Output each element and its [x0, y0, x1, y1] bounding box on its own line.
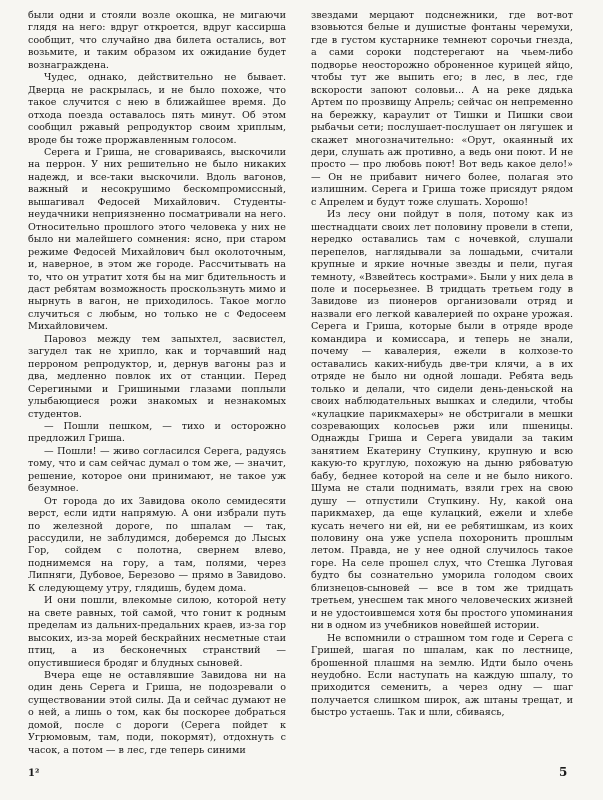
paragraph: — Пошли! — живо согласился Серега, радуясь тому, что и сам сейчас думал о том же, — значит, решение, которое они принимают, не такое уж безумное. — [28, 445, 286, 495]
page-number: 5 — [559, 765, 568, 779]
paragraph: звездами мерцают подснежники, где вот-вот взовьются белые и душистые фонтаны черемухи, где в густом кустарнике темнеют сорочьи гнезда, а сами сороки подстерегают на чьем-либо подворье неосторожно оброненное курицей яйцо, чтобы тут же выпить его; в лес, в лес, где вскорости запоют соловьи... А на реке дядька Артем по прозвищу Апрель; сейчас он непременно на бережку, караулит от Тишки и Пишки свои рыбачьи сети; послушает-послушает он лягушек и скажет многозначительно: «Орут, окаянный их дери, слушать аж противно, а ведь они поют. И не просто — про любовь поют! Вот ведь какое дело!» — Он не прибавит ничего более, полагая это излишним. Серега и Гриша тоже присядут рядом с Апрелем и будут тоже слушать. Хорошо! — [311, 10, 573, 208]
paragraph: Чудес, однако, действительно не бывает. Дверца не раскрылась, и не было похоже, что такое случится с нею в ближайшее время. До отхода поезда оставалось пять минут. Об этом сообщил ржавый репродуктор своим хриплым, вроде бы тоже проржавленным голосом. — [28, 72, 286, 146]
paragraph: От города до их Завидова около семидесяти верст, если идти напрямую. А они избрали путь по железной дороге, по шпалам — так, рассудили, не заблудимся, доберемся до Лысых Гор, сойдем с полотна, свернем влево, поднимемся на гору, а там, полями, через Липняги, Дубовое, Березово — прямо в Завидово. К следующему утру, глядишь, будем дома. — [28, 495, 286, 594]
paragraph: Вчера еще не оставлявшие Завидова ни на один день Серега и Гриша, не подозревали о существовании этой силы. Да и сейчас думают не о ней, а лишь о том, как бы поскорее добраться домой, после с дороги (Серега пойдет к Угрюмовым, там, поди, покормят), отдохнуть с часок, а потом — в лес, где теперь синими — [28, 670, 286, 756]
right-column — [311, 10, 573, 720]
paragraph: И они пошли, влекомые силою, которой нету на свете равных, той самой, что гонит к родным пределам из дальних-предальних краев, из-за гор высоких, из-за морей бескрайних несметные стаи птиц, а из бесконечных странствий — опустившиеся бродяг и блудных сыновей. — [28, 595, 286, 669]
paragraph: Паровоз между тем запыхтел, засвистел, загудел так не хрипло, как и торчавший над перроном репродуктор, и, дернув вагоны раз и два, медленно повлок их от станции. Перед Серегиными и Гришиными глазами поплыли улыбающиеся рожи знакомых и незнакомых студентов. — [28, 333, 286, 420]
paragraph: Серега и Гриша, не сговариваясь, выскочили на перрон. У них решительно не было никаких надежд, и все-таки выскочили. Вдоль вагонов, важный и несокрушимо бескомпромиссный, вышагивал Федосей Михайлович. Студенты-неудачники неприязненно посматривали на него. Относительно прошлого этого человека у них не было ни малейшего сомнения: ясно, при старом режиме Федосей Михайлович был околоточным, и, наверное, в этом же городе. Рассчитывать на то, что он утратит хотя бы на миг бдительность и даст ребятам возможность проскользнуть мимо и нырнуть в вагон, не приходилось. Такое могло случиться с любым, но только не с Федосеем Михайловичем. — [28, 146, 286, 333]
footer-mark: 1² — [28, 768, 40, 779]
left-column — [28, 10, 286, 757]
paragraph: — Пошли пешком, — тихо и осторожно предложил Гриша. — [28, 420, 286, 445]
paragraph: были одни и стояли возле окошка, не мигаючи глядя на него: вдруг откроется, вдруг кассирша сообщит, что случайно два билета остались, вот возьмите, и таким образом их ожидание будет вознаграждена. — [28, 10, 286, 71]
paragraph: Из лесу они пойдут в поля, потому как из шестнадцати своих лет половину провели в степи, нередко оставались там с ночевкой, слушали перепелов, наглядывали за лошадьми, считали крупные и яркие ночные звезды и пели, пугая темноту, «Взвейтесь кострами». Были у них дела в поле и посерьезнее. В тридцать третьем году в Завидове из пионеров организовали отряд и назвали его легкой кавалерией по охране урожая. Серега и Гриша, которые были в отряде вроде командира и комиссара, и теперь не знали, почему — кавалерия, ежели в колхозе-то оставались каких-нибудь две-три клячи, а в их отряде не было ни одной лошади. Ребята ведь только и делали, что сидели день-деньской на своих наблюдательных вышках и следили, чтобы «кулацкие парикмахеры» не обстригали в мешки созревающих колосьев ржи или пшеницы. Однажды Гриша и Серега увидали за таким занятием Екатерину Ступкину, крупную и всю какую-то круглую, похожую на дыню рябоватую бабу, беднее которой на селе и не было никого. Шума не стали поднимать, взяли грех на свою душу — отпустили Ступкину. Ну, какой она парикмахер, да еще кулацкий, ежели и хлебе кусать нечего ни ей, ни ее ребятишкам, из коих половину она уже успела похоронить прошлым летом. Правда, не у нее одной случилось такое горе. На селе прошел слух, что Стешка Луговая будто бы сознательно уморила голодом своих близнецов-сыновей — все в том же тридцать третьем, унесшем так много человеческих жизней и не удостоившемся хотя бы простого упоминания ни в одном из учебников новейшей истории. — [311, 209, 573, 632]
paragraph: Не вспомнили о страшном том годе и Серега с Гришей, шагая по шпалам, как по лестнице, брошенной плашмя на землю. Идти было очень неудобно. Если наступать на каждую шпалу, то приходится семенить, а через одну — шаг получается слишком широк, аж штаны трещат, и быстро устаешь. Так и шли, сбиваясь, — [311, 632, 573, 719]
